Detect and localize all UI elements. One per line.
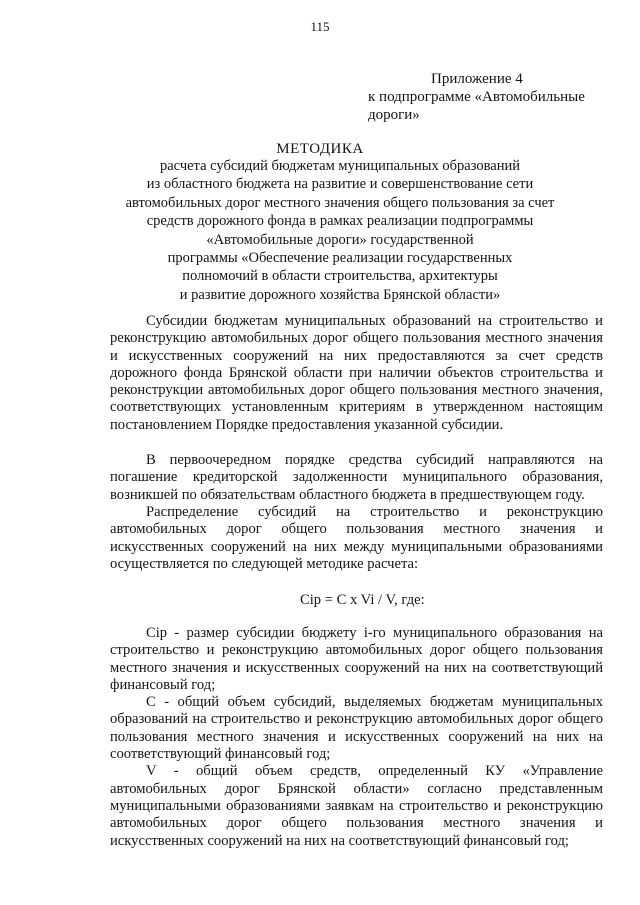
document-title: МЕТОДИКА	[276, 141, 364, 157]
appendix-line: Приложение 4	[431, 71, 523, 87]
document-subtitle	[100, 157, 580, 304]
subtitle-line: расчета субсидий бюджетам муниципальных образований	[160, 158, 520, 174]
appendix-line: к подпрограмме «Автомобильные	[368, 89, 585, 105]
body-paragraph	[110, 313, 603, 434]
subtitle-line: автомобильных дорог местного значения общего пользования за счет	[125, 194, 555, 211]
paragraph-text: Субсидии бюджетам муниципальных образований на строительство и реконструкцию автомобильных дорог общего пользования местного значения и искусственных сооружений на них предоставляются за счет средств дорожного фонда Брянской области при наличии объектов строительства и реконструкции автомобильных дорог общего пользования местного значения, соответствующих установленным критериям в утвержденном настоящим постановлением Порядке предоставления указанной субсидии.	[110, 313, 603, 433]
subtitle-line: программы «Обеспечение реализации государственных	[167, 250, 513, 267]
subtitle-line: из областного бюджета на развитие и совершенствование сети	[146, 176, 534, 193]
page-number: 115	[310, 19, 330, 34]
paragraph-text: Распределение субсидий на строительство и реконструкцию автомобильных дорог общего пользования местного значения и искусственных сооружений на них между муниципальными образованиями осуществляется по следующей методике расчета:	[110, 504, 603, 572]
definition-item: Cip - размер субсидии бюджету i-го муниципального образования на строительство и реконструкцию автомобильных дорог общего пользования местного значения и искусственных сооружений на них на соответствующий финансовый год;	[110, 625, 603, 693]
body-paragraph	[110, 452, 603, 504]
body-paragraph	[110, 504, 603, 573]
appendix-header	[368, 70, 585, 124]
subtitle-line: средств дорожного фонда в рамках реализации подпрограммы	[146, 213, 534, 230]
subtitle-line: и развитие дорожного хозяйства Брянской области»	[179, 286, 501, 303]
appendix-line: дороги»	[368, 107, 420, 123]
paragraph-text: В первоочередном порядке средства субсидий направляются на погашение кредиторской задолженности муниципального образования, возникшей по обязательствам областного бюджета в предшествующем году.	[110, 452, 603, 503]
subtitle-line: «Автомобильные дороги» государственной	[206, 231, 474, 248]
definitions-block	[110, 625, 603, 850]
definition-item: C - общий объем субсидий, выделяемых бюджетам муниципальных образований на строительство и реконструкцию автомобильных дорог общего пользования местного значения и искусственных сооружений на них на соответствующий финансовый год;	[110, 694, 603, 763]
subtitle-line: полномочий в области строительства, архитектуры	[182, 268, 498, 285]
formula: Cip = C x Vi / V, где:	[300, 592, 425, 608]
definition-item: V - общий объем средств, определенный КУ «Управление автомобильных дорог Брянской области» согласно представленным муниципальными образованиями заявкам на строительство и реконструкцию автомобильных дорог общего пользования местного значения и искусственных сооружений на них на соответствующий финансовый год;	[110, 763, 603, 849]
